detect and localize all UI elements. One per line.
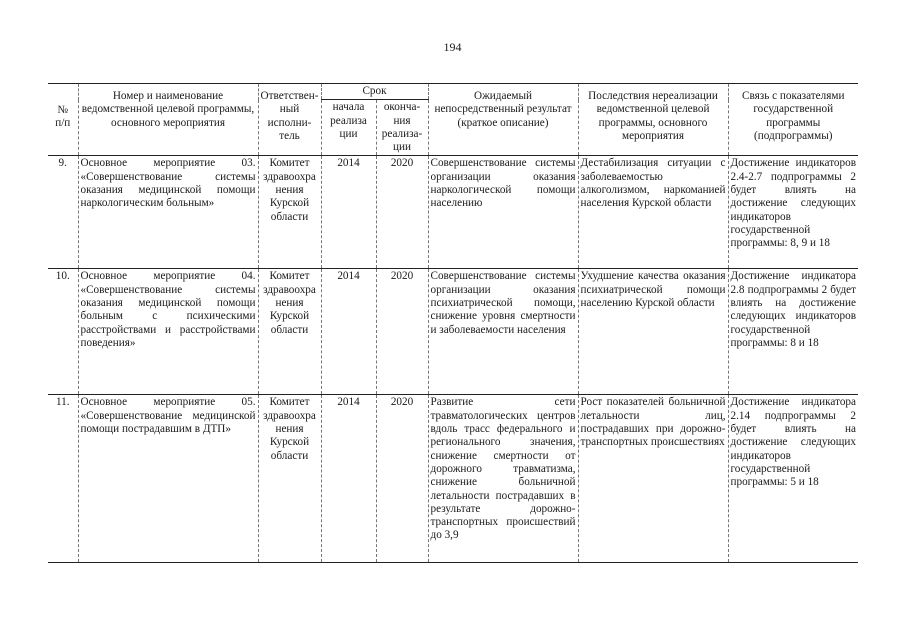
start-year: 2014	[321, 395, 376, 563]
header-responsible: Ответствен- ный исполни- тель	[258, 84, 321, 156]
start-year: 2014	[321, 269, 376, 395]
table-row	[48, 395, 858, 563]
measure-name: Основное мероприятие 03. «Совершенствование системы оказания медицинской помощи наркологическим больным»	[78, 156, 258, 269]
indicator-link: Достижение индикатора 2.14 подпрограммы 2 будет влиять на достижение следующих индикаторов государственной программы: 5 и 18	[728, 395, 858, 563]
header-start: начала реализа ции	[321, 100, 376, 156]
end-year: 2020	[376, 395, 428, 563]
header-end: оконча- ния реализа- ции	[376, 100, 428, 156]
table-row	[48, 156, 858, 269]
indicator-link: Достижение индикатора 2.8 подпрограммы 2 будет влиять на достижение следующих индикаторов государственной программы: 8 и 18	[728, 269, 858, 395]
measure-name: Основное мероприятие 04. «Совершенствование системы оказания медицинской помощи больным с психическими расстройствами и расстройствами поведения»	[78, 269, 258, 395]
end-year: 2020	[376, 156, 428, 269]
indicator-link: Достижение индикаторов 2.4-2.7 подпрограммы 2 будет влиять на достижение следующих индикаторов государственной программы: 8, 9 и 18	[728, 156, 858, 269]
page-number: 194	[443, 40, 462, 54]
table-row	[48, 269, 858, 395]
expected-result: Совершенствование системы организации оказания наркологической помощи населению	[428, 156, 578, 269]
non-implementation-consequence: Рост показателей больничной летальности лиц, пострадавших при дорожно-транспортных происшествиях	[578, 395, 728, 563]
measure-name: Основное мероприятие 05. «Совершенствование медицинской помощи пострадавшим в ДТП»	[78, 395, 258, 563]
row-number: 11.	[48, 395, 78, 563]
start-year: 2014	[321, 156, 376, 269]
row-number: 10.	[48, 269, 78, 395]
expected-result: Совершенствование системы организации оказания психиатрической помощи, снижение уровня смертности и заболеваемости населения	[428, 269, 578, 395]
responsible-executor: Комитет здравоохра нения Курской области	[258, 395, 321, 563]
header-term: Срок	[321, 84, 428, 100]
header-num: № п/п	[48, 84, 78, 156]
row-number: 9.	[48, 156, 78, 269]
non-implementation-consequence: Дестабилизация ситуации с заболеваемостью алкоголизмом, наркоманией населения Курской области	[578, 156, 728, 269]
header-name: Номер и наименование ведомственной целевой программы, основного мероприятия	[78, 84, 258, 156]
responsible-executor: Комитет здравоохра нения Курской области	[258, 156, 321, 269]
header-link: Связь с показателями государственной программы (подпрограммы)	[728, 84, 858, 156]
expected-result: Развитие сети травматологических центров вдоль трасс федерального и регионального значения, снижение смертности от дорожного травматизма, снижение больничной летальности пострадавших в результате дорожно-транспортных происшествий до 3,9	[428, 395, 578, 563]
measures-table	[48, 83, 858, 563]
header-result: Ожидаемый непосредственный результат (краткое описание)	[428, 84, 578, 156]
end-year: 2020	[376, 269, 428, 395]
non-implementation-consequence: Ухудшение качества оказания психиатрической помощи населению Курской области	[578, 269, 728, 395]
header-consequence: Последствия нереализации ведомственной целевой программы, основного мероприятия	[578, 84, 728, 156]
responsible-executor: Комитет здравоохра нения Курской области	[258, 269, 321, 395]
